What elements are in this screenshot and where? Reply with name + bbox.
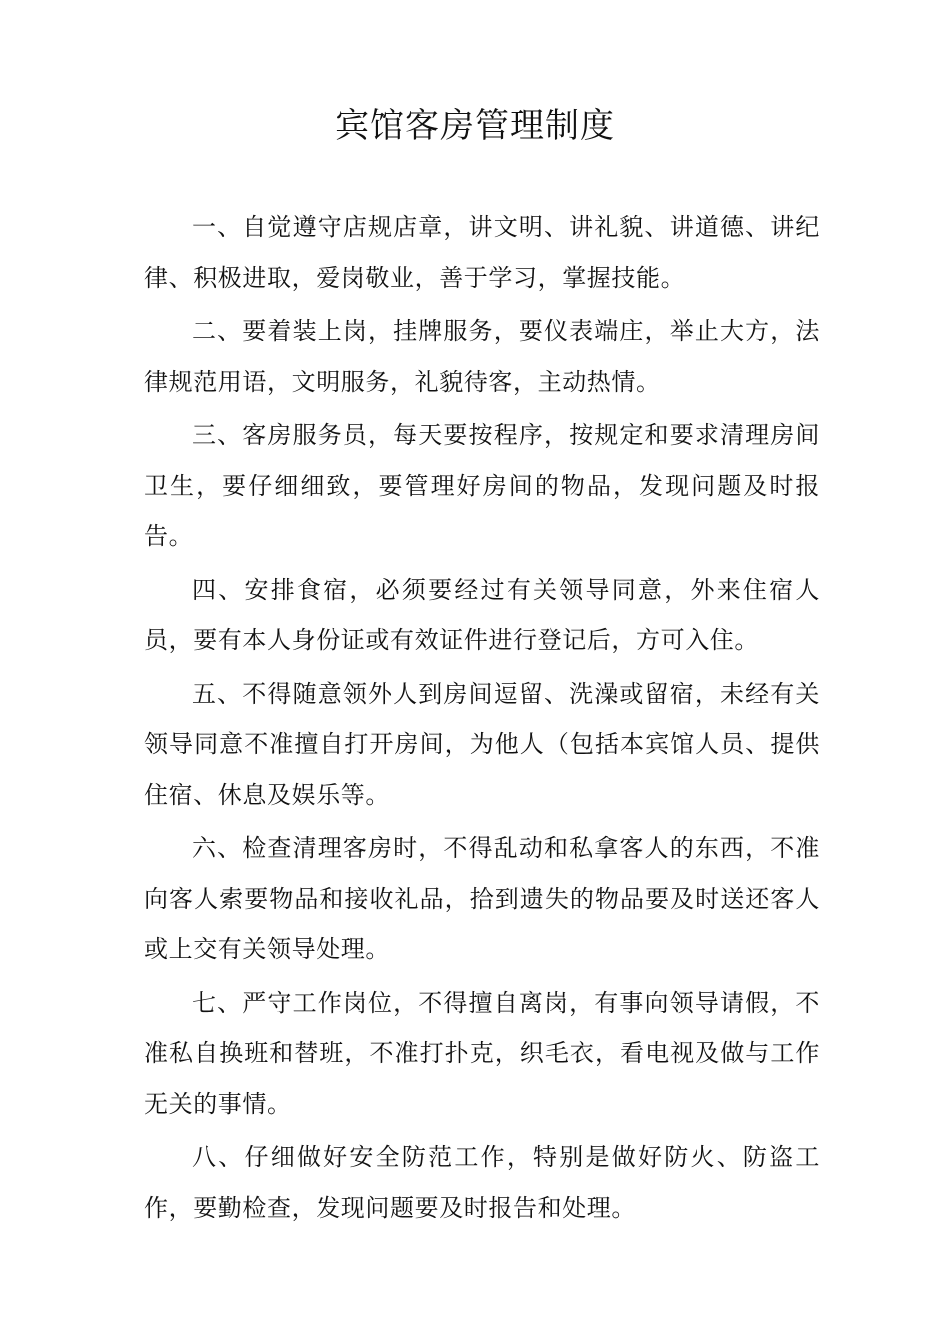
rule-paragraph-8: 八、仔细做好安全防范工作，特别是做好防火、防盗工作，要勤检查，发现问题要及时报告和处理。 xyxy=(144,1143,820,1222)
document-body xyxy=(144,202,820,1233)
rule-paragraph-5: 五、不得随意领外人到房间逗留、洗澡或留宿，未经有关领导同意不准擅自打开房间，为他人（包括本宾馆人员、提供住宿、休息及娱乐等。 xyxy=(144,679,820,809)
rule-paragraph-4: 四、安排食宿，必须要经过有关领导同意，外来住宿人员，要有本人身份证或有效证件进行登记后，方可入住。 xyxy=(144,575,820,654)
rule-paragraph-6: 六、检查清理客房时，不得乱动和私拿客人的东西，不准向客人索要物品和接收礼品，拾到遗失的物品要及时送还客人或上交有关领导处理。 xyxy=(144,834,820,963)
rule-paragraph-2: 二、要着装上岗，挂牌服务，要仪表端庄，举止大方，法律规范用语，文明服务，礼貌待客，主动热情。 xyxy=(144,317,820,396)
rule-paragraph-1: 一、自觉遵守店规店章，讲文明、讲礼貌、讲道德、讲纪律、积极进取，爱岗敬业，善于学习，掌握技能。 xyxy=(144,213,820,292)
rule-paragraph-7: 七、严守工作岗位，不得擅自离岗，有事向领导请假，不准私自换班和替班，不准打扑克，织毛衣，看电视及做与工作无关的事情。 xyxy=(144,988,820,1118)
rule-paragraph-3: 三、客房服务员，每天要按程序，按规定和要求清理房间卫生，要仔细细致，要管理好房间的物品，发现问题及时报告。 xyxy=(144,421,820,550)
document-title: 宾馆客房管理制度 xyxy=(335,106,615,146)
